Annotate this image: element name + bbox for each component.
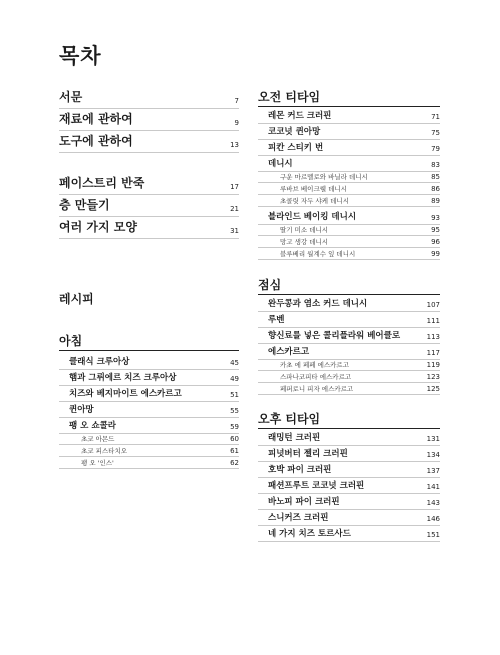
toc-entry-label: 래밍턴 크러핀 <box>268 433 321 443</box>
toc-entry-page: 107 <box>426 301 440 309</box>
toc-entry[interactable] <box>258 156 440 172</box>
toc-entry-label: 퀸아망 <box>69 405 94 415</box>
toc-entry-page: 7 <box>234 97 239 105</box>
toc-entry-label: 네 가지 치즈 토르사드 <box>268 529 351 539</box>
toc-entry[interactable] <box>258 209 440 225</box>
toc-entry-preface[interactable] <box>59 88 239 109</box>
toc-entry-tools[interactable] <box>59 132 239 153</box>
toc-entry-label: 데니시 <box>268 159 293 169</box>
toc-entry-page: 123 <box>426 373 440 381</box>
toc-entry-label: 여러 가지 모양 <box>59 220 137 234</box>
toc-entry-page: 93 <box>431 214 440 222</box>
toc-entry-label: 페이스트리 반죽 <box>59 176 145 190</box>
toc-entry-page: 86 <box>431 185 440 193</box>
toc-entry[interactable] <box>258 344 440 360</box>
toc-entry-label: 햄과 그뤼에르 치즈 크루아상 <box>69 373 177 383</box>
toc-subentry[interactable] <box>258 371 440 383</box>
toc-subentry[interactable] <box>258 359 440 371</box>
toc-entry[interactable] <box>258 446 440 462</box>
toc-subentry[interactable] <box>258 171 440 183</box>
toc-entry-label: 향신료를 넣은 콜리플라워 베어클로 <box>268 331 401 341</box>
toc-subentry[interactable] <box>59 445 239 457</box>
toc-entry-page: 60 <box>230 435 239 443</box>
toc-entry-label: 피칸 스티키 번 <box>268 143 324 153</box>
toc-right-column <box>258 88 440 648</box>
section-heading-morning: 아침 <box>59 332 239 351</box>
toc-left-column <box>59 88 239 648</box>
toc-entry-page: 137 <box>426 467 440 475</box>
toc-entry-label: 에스카르고 <box>268 347 310 357</box>
toc-subentry[interactable] <box>59 433 239 445</box>
toc-entry-page: 141 <box>426 483 440 491</box>
toc-entry-page: 13 <box>230 141 239 149</box>
toc-entry-page: 31 <box>230 227 239 235</box>
toc-entry[interactable] <box>258 526 440 542</box>
toc-entry-page: 117 <box>426 349 440 357</box>
toc-subentry[interactable] <box>258 236 440 248</box>
toc-entry-label: 페퍼로니 피자 에스카르고 <box>280 385 354 393</box>
toc-entry-label: 팽 오 쇼콜라 <box>69 421 116 431</box>
toc-subentry[interactable] <box>258 195 440 207</box>
toc-entry-label: 블루베리 월계수 잎 데니시 <box>280 250 356 258</box>
section-heading-afternoon: 오후 티타임 <box>258 410 440 429</box>
toc-entry-page: 131 <box>426 435 440 443</box>
toc-subentry[interactable] <box>258 183 440 195</box>
toc-subentry[interactable] <box>258 224 440 236</box>
toc-entry[interactable] <box>258 494 440 510</box>
toc-entry-page: 71 <box>431 113 440 121</box>
toc-entry-ingredients[interactable] <box>59 110 239 131</box>
toc-entry[interactable] <box>258 108 440 124</box>
toc-entry-page: 51 <box>230 391 239 399</box>
toc-entry-page: 99 <box>431 250 440 258</box>
toc-entry-label: 초코 아몬드 <box>81 435 115 443</box>
toc-entry-label: 패션프루트 코코넛 크러핀 <box>268 481 365 491</box>
toc-entry-label: 루벤 <box>268 315 285 325</box>
toc-entry-label: 구운 마르멜로와 바닐라 데니시 <box>280 173 368 181</box>
toc-entry-page: 151 <box>426 531 440 539</box>
toc-entry-label: 망고 생강 데니시 <box>280 238 329 246</box>
toc-entry-page: 75 <box>431 129 440 137</box>
toc-entry-label: 스니커즈 크러핀 <box>268 513 329 523</box>
recipes-heading: 레시피 <box>59 292 94 306</box>
toc-entry[interactable] <box>258 328 440 344</box>
toc-entry-label: 블라인드 베이킹 데니시 <box>268 212 357 222</box>
toc-entry[interactable] <box>59 354 239 370</box>
toc-subentry[interactable] <box>59 457 239 469</box>
toc-entry-label: 스파나코피타 에스카르고 <box>280 373 352 381</box>
toc-entry-label: 재료에 관하여 <box>59 112 133 126</box>
toc-entry[interactable] <box>258 124 440 140</box>
page-title: 목차 <box>59 44 102 68</box>
toc-entry-label: 바노피 파이 크러핀 <box>268 497 340 507</box>
toc-entry[interactable] <box>258 296 440 312</box>
toc-entry-page: 96 <box>431 238 440 246</box>
toc-entry[interactable] <box>258 140 440 156</box>
toc-entry-page: 134 <box>426 451 440 459</box>
toc-entry-page: 146 <box>426 515 440 523</box>
toc-entry-label: 서문 <box>59 90 83 104</box>
toc-entry-page: 9 <box>234 119 239 127</box>
toc-entry[interactable] <box>258 430 440 446</box>
toc-entry-label: 팽 오 '인스' <box>81 459 114 467</box>
toc-entry[interactable] <box>59 418 239 434</box>
toc-entry[interactable] <box>59 402 239 418</box>
toc-entry-laminating[interactable] <box>59 196 239 217</box>
toc-entry-page: 45 <box>230 359 239 367</box>
toc-entry-page: 21 <box>230 205 239 213</box>
toc-entry[interactable] <box>258 478 440 494</box>
toc-subentry[interactable] <box>258 248 440 260</box>
toc-entry-page: 85 <box>431 173 440 181</box>
toc-subentry[interactable] <box>258 383 440 395</box>
toc-entry-label: 호박 파이 크러핀 <box>268 465 332 475</box>
toc-entry-page: 62 <box>230 459 239 467</box>
toc-entry-label: 딸기 미소 데니시 <box>280 226 329 234</box>
toc-entry-shapes[interactable] <box>59 218 239 239</box>
section-heading-lunch: 점심 <box>258 276 440 295</box>
toc-entry-page: 61 <box>230 447 239 455</box>
toc-entry-page: 89 <box>431 197 440 205</box>
toc-entry-label: 초코 피스타치오 <box>81 447 128 455</box>
toc-entry-page: 49 <box>230 375 239 383</box>
toc-entry-label: 피넛버터 젤리 크러핀 <box>268 449 348 459</box>
toc-entry[interactable] <box>258 312 440 328</box>
toc-entry[interactable] <box>59 386 239 402</box>
toc-entry-label: 코코넛 퀸아망 <box>268 127 321 137</box>
toc-entry-label: 레몬 커드 크러핀 <box>268 111 332 121</box>
toc-entry[interactable] <box>258 510 440 526</box>
toc-entry[interactable] <box>258 462 440 478</box>
section-heading-brunch: 오전 티타임 <box>258 88 440 107</box>
toc-entry-pastry-dough[interactable] <box>59 174 239 195</box>
toc-entry[interactable] <box>59 370 239 386</box>
toc-entry-label: 완두콩과 염소 커드 데니시 <box>268 299 368 309</box>
toc-entry-page: 113 <box>426 333 440 341</box>
toc-entry-label: 루바브 베이크웰 데니시 <box>280 185 347 193</box>
toc-entry-label: 초콜릿 자두 샤케 데니시 <box>280 197 349 205</box>
toc-entry-label: 치즈와 베지마이트 에스카르고 <box>69 389 182 399</box>
toc-entry-label: 카초 에 페페 에스카르고 <box>280 361 349 369</box>
toc-entry-label: 층 만들기 <box>59 198 110 212</box>
toc-entry-page: 125 <box>426 385 440 393</box>
toc-entry-page: 95 <box>431 226 440 234</box>
toc-entry-page: 17 <box>230 183 239 191</box>
toc-entry-page: 79 <box>431 145 440 153</box>
toc-entry-page: 55 <box>230 407 239 415</box>
toc-entry-page: 59 <box>230 423 239 431</box>
toc-entry-page: 83 <box>431 161 440 169</box>
toc-entry-label: 도구에 관하여 <box>59 134 133 148</box>
toc-entry-page: 111 <box>426 317 440 325</box>
toc-entry-page: 143 <box>426 499 440 507</box>
toc-entry-label: 클래식 크루아상 <box>69 357 130 367</box>
toc-entry-page: 119 <box>426 361 440 369</box>
